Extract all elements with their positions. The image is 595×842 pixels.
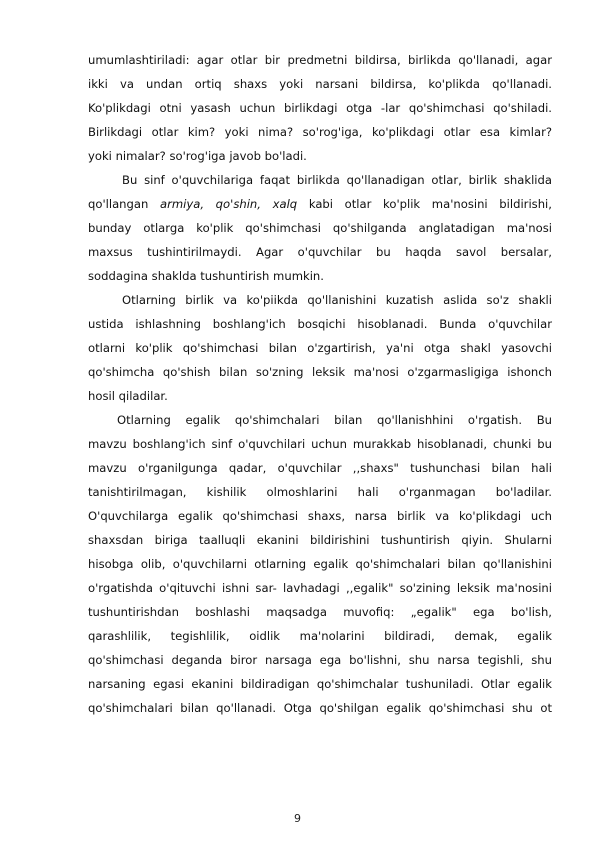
text-line: ustida ishlashning boshlang'ich bosqichi hisoblanadi. Bunda o'quvchilar: [88, 317, 552, 331]
text-line: ikki va undan ortiq shaxs yoki narsani bildirsa, ko'plikda qo'llanadi.: [88, 77, 552, 91]
text-line: tushuntirishdan boshlashi maqsadga muvofiq: „egalik" ega bo'lish,: [88, 605, 552, 619]
text-line: narsaning egasi ekanini bildiradigan qo'shimchalar tushuniladi. Otlar egalik: [88, 677, 552, 691]
text-line: maxsus tushintirilmaydi. Agar o'quvchilar bu haqda savol bersalar,: [88, 245, 552, 259]
text-line: mavzu boshlang'ich sinf o'quvchilari uchun murakkab hisoblanadi, chunki bu: [88, 437, 552, 451]
text-line: Birlikdagi otlar kim? yoki nima? so'rog'iga, ko'plikdagi otlar esa kimlar?: [88, 125, 552, 139]
text-line: qarashlilik, tegishlilik, oidlik ma'nolarini bildiradi, demak, egalik: [88, 629, 552, 643]
text-line: tanishtirilmagan, kishilik olmoshlarini hali o'rganmagan bo'ladilar.: [88, 485, 552, 499]
text-line: yoki nimalar? so'rog'iga javob bo'ladi.: [88, 149, 307, 163]
text-line: [88, 192, 552, 216]
text-line: bunday otlarga ko'plik qo'shimchasi qo'shilganda anglatadigan ma'nosi: [88, 221, 552, 235]
text-line: umumlashtiriladi: agar otlar bir predmetni bildirsa, birlikda qo'llanadi, agar: [88, 53, 552, 67]
text-line: Otlarning egalik qo'shimchalari bilan qo'llanishhini o'rgatish. Bu: [117, 413, 552, 427]
text-line: O'quvchilarga egalik qo'shimchasi shaxs, narsa birlik va ko'plikdagi uch: [88, 509, 552, 523]
text-segment: kabi otlar ko'plik ma'nosini bildirishi,: [297, 197, 552, 211]
text-line: Otlarning birlik va ko'piikda qo'llanishini kuzatish aslida so'z shakli: [122, 293, 552, 307]
text-line: o'rgatishda o'qituvchi ishni sar- lavhadagi ,,egalik" so'zining leksik ma'nosini: [88, 581, 552, 595]
text-line: qo'shimcha qo'shish bilan so'zning leksik ma'nosi o'zgarmasligiga ishonch: [88, 365, 552, 379]
text-line: hosil qiladilar.: [88, 389, 168, 403]
text-line: hisobga olib, o'quvchilarni otlarning egalik qo'shimchalari bilan qo'llanishini: [88, 557, 552, 571]
document-body: [88, 48, 552, 720]
text-line: soddagina shaklda tushuntirish mumkin.: [88, 269, 324, 283]
text-line: otlarni ko'plik qo'shimchasi bilan o'zgartirish, ya'ni otga shakl yasovchi: [88, 341, 552, 355]
text-line: qo'shimchasi deganda biror narsaga ega bo'lishni, shu narsa tegishli, shu: [88, 653, 552, 667]
text-line: qo'shimchalari bilan qo'llanadi. Otga qo'shilgan egalik qo'shimchasi shu ot: [88, 701, 552, 715]
italic-term: armiya, qo'shin, xalq: [160, 197, 298, 211]
text-line: Bu sinf o'quvchilariga faqat birlikda qo'llanadigan otlar, birlik shaklida: [122, 173, 552, 187]
text-segment: qo'llangan: [88, 197, 160, 211]
page-number: 9: [294, 812, 301, 825]
text-line: mavzu o'rganilgunga qadar, o'quvchilar ,,shaxs" tushunchasi bilan hali: [88, 461, 552, 475]
text-line: Ko'plikdagi otni yasash uchun birlikdagi otga -lar qo'shimchasi qo'shiladi.: [88, 101, 552, 115]
text-line: shaxsdan biriga taalluqli ekanini bildirishini tushuntirish qiyin. Shularni: [88, 533, 552, 547]
